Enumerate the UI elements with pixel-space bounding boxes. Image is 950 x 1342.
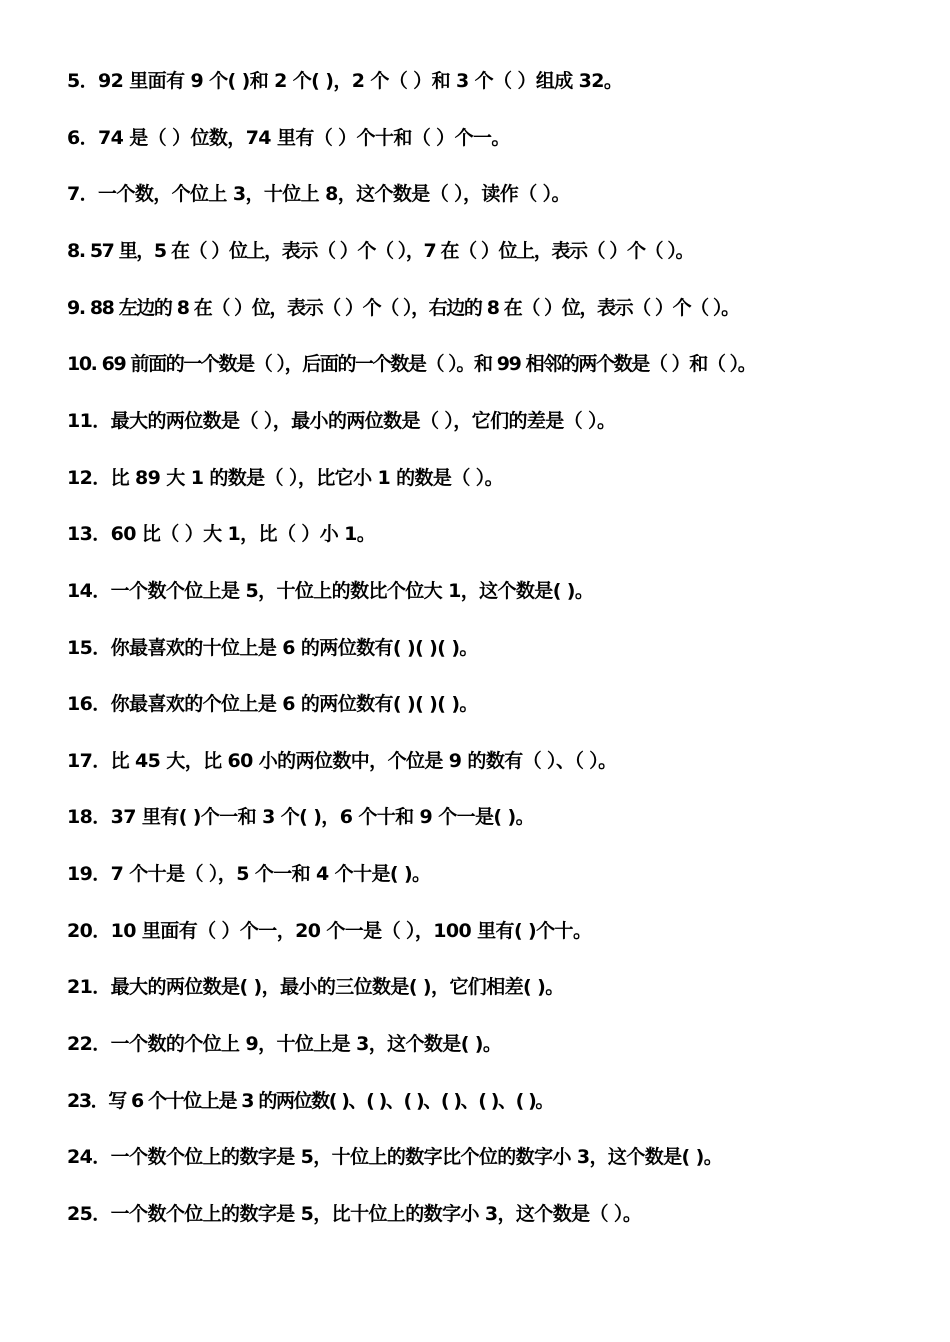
question-21: 21．最大的两位数是( )，最小的三位数是( )，它们相差( )。 [67, 976, 564, 998]
question-14: 14．一个数个位上是 5，十位上的数比个位大 1，这个数是( )。 [67, 580, 594, 602]
question-19: 19．7 个十是（ ），5 个一和 4 个十是( )。 [67, 863, 431, 885]
question-7: 7．一个数，个位上 3，十位上 8，这个数是（ ），读作（ ）。 [67, 183, 570, 205]
question-16: 16．你最喜欢的个位上是 6 的两位数有( )( )( )。 [67, 693, 478, 715]
question-13: 13．60 比（ ）大 1，比（ ）小 1。 [67, 523, 376, 545]
question-10: 10. 69 前面的一个数是（ ），后面的一个数是（ ）。和 99 相邻的两个数是（ ）和（ ）。 [67, 353, 756, 375]
question-25: 25．一个数个位上的数字是 5，比十位上的数字小 3，这个数是（ ）。 [67, 1203, 642, 1225]
question-18: 18．37 里有( )个一和 3 个( )，6 个十和 9 个一是( )。 [67, 806, 534, 828]
question-6: 6．74 是（ ）位数，74 里有（ ）个十和（ ）个一。 [67, 127, 510, 149]
question-8: 8. 57 里，5 在（ ）位上，表示（ ）个（ ），7 在（ ）位上，表示（ ）个（ ）。 [67, 240, 694, 262]
question-5: 5．92 里面有 9 个( )和 2 个( )，2 个（ ）和 3 个（ ）组成 32。 [67, 70, 623, 92]
question-11: 11．最大的两位数是（ ），最小的两位数是（ ），它们的差是（ ）。 [67, 410, 616, 432]
question-23: 23．写 6 个十位上是 3 的两位数( )、( )、( )、( )、( )、( )。 [67, 1090, 554, 1112]
question-15: 15．你最喜欢的十位上是 6 的两位数有( )( )( )。 [67, 637, 478, 659]
question-17: 17．比 45 大，比 60 小的两位数中，个位是 9 的数有（ ）、（ ）。 [67, 750, 617, 772]
question-22: 22．一个数的个位上 9，十位上是 3，这个数是( )。 [67, 1033, 502, 1055]
question-12: 12．比 89 大 1 的数是（ ），比它小 1 的数是（ ）。 [67, 467, 504, 489]
question-24: 24．一个数个位上的数字是 5，十位上的数字比个位的数字小 3，这个数是( )。 [67, 1146, 723, 1168]
question-9: 9. 88 左边的 8 在（ ）位，表示（ ）个（ ），右边的 8 在（ ）位，表示（ ）个（ ）。 [67, 297, 739, 319]
question-20: 20．10 里面有（ ）个一，20 个一是（ ），100 里有( )个十。 [67, 920, 592, 942]
